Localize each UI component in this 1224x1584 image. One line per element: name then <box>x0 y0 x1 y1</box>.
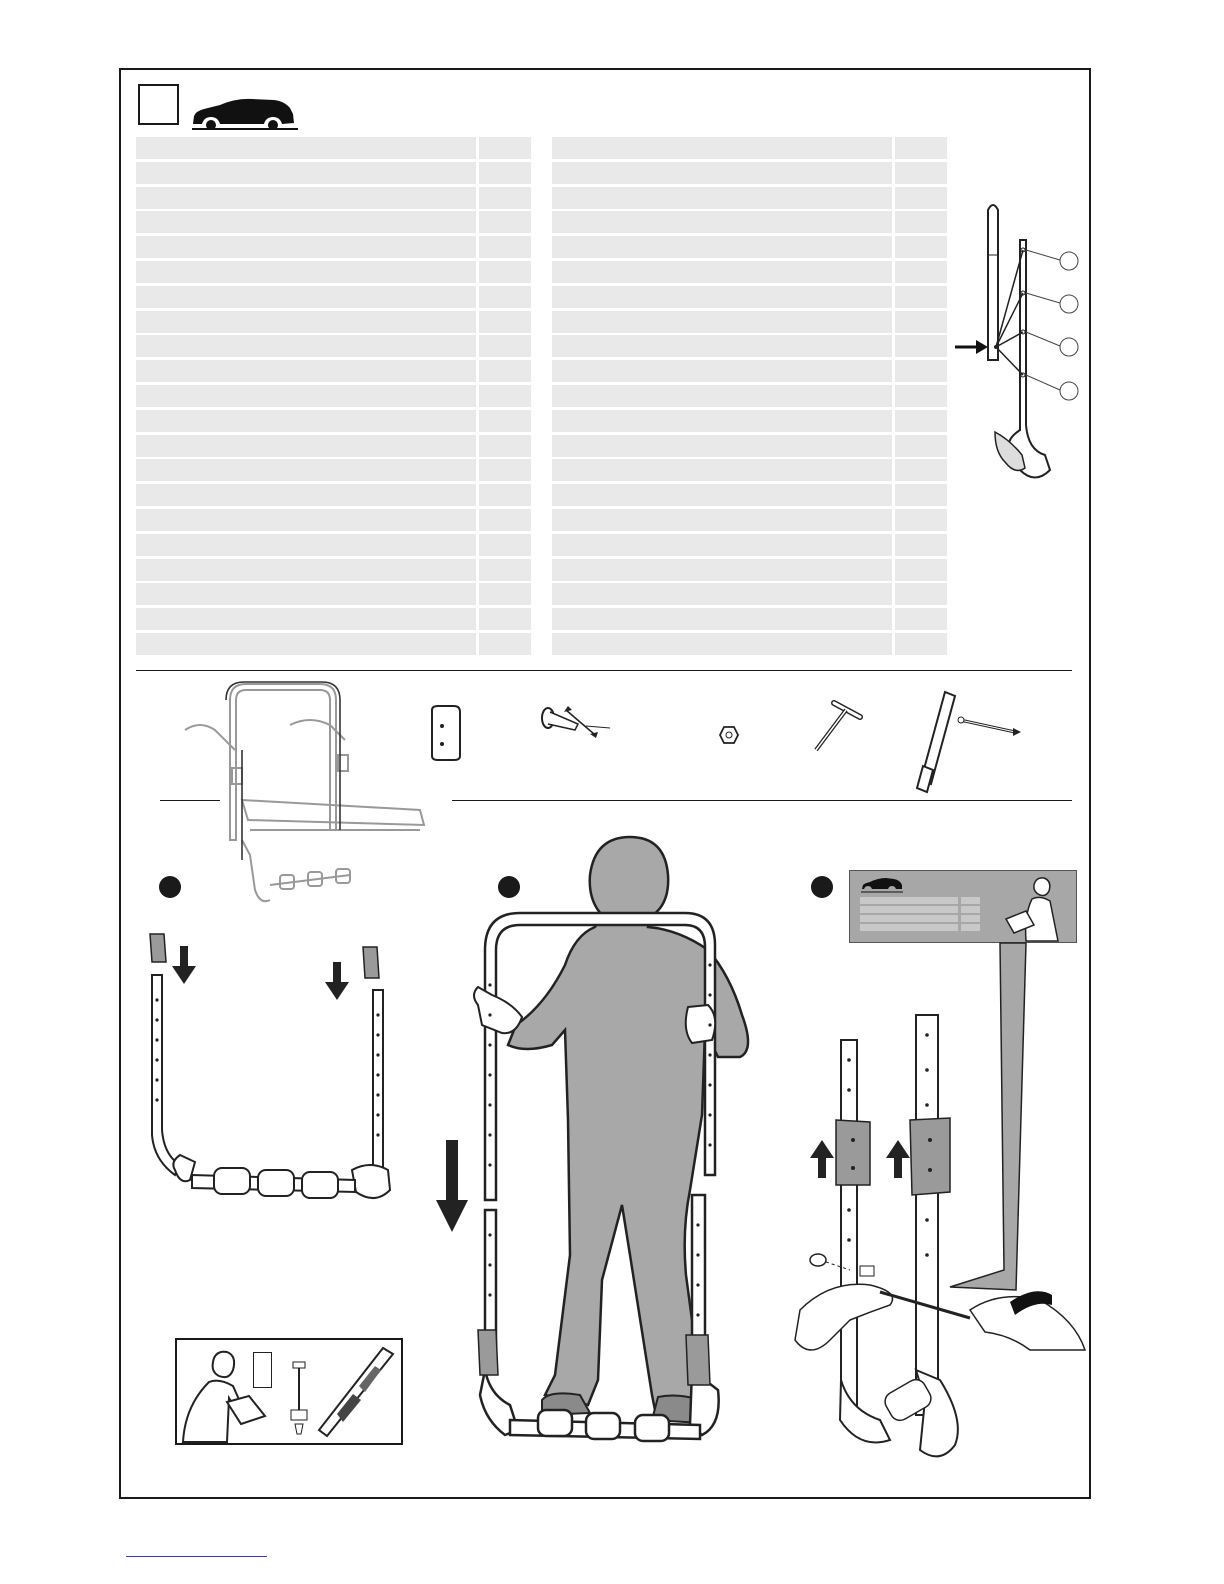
part-name-cell <box>136 335 476 357</box>
bolt-part-icon <box>538 700 614 746</box>
part-qty-cell <box>479 187 531 209</box>
part-qty-cell <box>895 385 947 407</box>
footer-link-underline[interactable] <box>126 1556 267 1557</box>
step1-frame-assembly-illustration <box>140 930 400 1230</box>
vehicle-reference-panel <box>849 870 1077 943</box>
car-silhouette-icon <box>190 96 300 132</box>
part-qty-cell <box>479 559 531 581</box>
part-name-cell <box>552 162 892 184</box>
part-name-cell <box>136 187 476 209</box>
car-mini-icon <box>860 877 904 893</box>
manual-reference-box <box>253 1352 272 1388</box>
part-name-cell <box>136 261 476 283</box>
part-name-cell <box>136 311 476 333</box>
hex-key-tool-icon <box>810 695 865 755</box>
part-name-cell <box>552 360 892 382</box>
part-qty-cell <box>479 459 531 481</box>
part-name-cell <box>552 236 892 258</box>
part-name-cell <box>552 509 892 531</box>
part-qty-cell <box>479 435 531 457</box>
part-qty-cell <box>895 311 947 333</box>
part-qty-cell <box>895 187 947 209</box>
part-qty-cell <box>895 162 947 184</box>
part-qty-cell <box>479 311 531 333</box>
part-qty-cell <box>479 261 531 283</box>
part-qty-cell <box>895 286 947 308</box>
part-name-cell <box>552 211 892 233</box>
step-badge-3 <box>811 876 833 898</box>
part-name-cell <box>136 137 476 159</box>
part-name-cell <box>136 410 476 432</box>
part-name-cell <box>136 211 476 233</box>
part-qty-cell <box>895 261 947 283</box>
part-name-cell <box>552 187 892 209</box>
part-qty-cell <box>479 608 531 630</box>
part-name-cell <box>136 509 476 531</box>
part-qty-cell <box>895 583 947 605</box>
part-qty-cell <box>895 559 947 581</box>
part-qty-cell <box>895 633 947 655</box>
part-name-cell <box>136 360 476 382</box>
part-name-cell <box>552 583 892 605</box>
part-name-cell <box>136 236 476 258</box>
part-qty-cell <box>479 137 531 159</box>
part-name-cell <box>136 459 476 481</box>
parts-underline-right <box>452 800 1072 801</box>
part-name-cell <box>552 335 892 357</box>
part-qty-cell <box>895 211 947 233</box>
part-name-cell <box>552 559 892 581</box>
part-qty-cell <box>479 286 531 308</box>
part-name-cell <box>552 633 892 655</box>
part-qty-cell <box>479 633 531 655</box>
part-qty-cell <box>479 162 531 184</box>
step-badge-1 <box>159 876 181 898</box>
part-name-cell <box>136 583 476 605</box>
mounting-hardware-icon <box>287 1360 311 1438</box>
part-name-cell <box>552 137 892 159</box>
part-qty-cell <box>479 534 531 556</box>
rack-strap-icon <box>313 1344 399 1440</box>
part-name-cell <box>136 633 476 655</box>
part-qty-cell <box>895 236 947 258</box>
part-qty-cell <box>895 410 947 432</box>
parts-table-right <box>552 137 947 657</box>
part-name-cell <box>552 385 892 407</box>
part-qty-cell <box>895 335 947 357</box>
part-qty-cell <box>479 211 531 233</box>
part-name-cell <box>552 311 892 333</box>
part-qty-cell <box>479 484 531 506</box>
rack-arm-detail-diagram <box>950 200 1080 500</box>
part-name-cell <box>136 286 476 308</box>
part-name-cell <box>552 534 892 556</box>
step-number-box <box>138 84 179 125</box>
step1-note-box <box>175 1338 403 1445</box>
socket-wrench-tool-icon <box>905 688 1030 798</box>
part-qty-cell <box>479 410 531 432</box>
part-name-cell <box>136 435 476 457</box>
part-name-cell <box>552 286 892 308</box>
part-name-cell <box>136 559 476 581</box>
part-qty-cell <box>895 534 947 556</box>
part-qty-cell <box>895 608 947 630</box>
part-qty-cell <box>479 385 531 407</box>
part-name-cell <box>552 261 892 283</box>
part-qty-cell <box>895 360 947 382</box>
part-name-cell <box>552 608 892 630</box>
part-qty-cell <box>895 459 947 481</box>
part-name-cell <box>136 162 476 184</box>
part-name-cell <box>552 410 892 432</box>
parts-table-left <box>136 137 531 657</box>
reference-table <box>860 897 980 931</box>
part-name-cell <box>552 459 892 481</box>
part-name-cell <box>136 608 476 630</box>
bracket-part-icon <box>428 706 462 762</box>
part-qty-cell <box>479 583 531 605</box>
part-qty-cell <box>895 435 947 457</box>
part-name-cell <box>136 484 476 506</box>
part-name-cell <box>136 385 476 407</box>
part-qty-cell <box>479 360 531 382</box>
part-qty-cell <box>479 509 531 531</box>
section-divider <box>136 670 1072 671</box>
part-qty-cell <box>895 509 947 531</box>
part-qty-cell <box>479 335 531 357</box>
part-qty-cell <box>895 484 947 506</box>
part-name-cell <box>136 534 476 556</box>
part-name-cell <box>552 484 892 506</box>
part-qty-cell <box>479 236 531 258</box>
part-qty-cell <box>895 137 947 159</box>
person-reading-mini-icon <box>1000 875 1070 941</box>
step2-person-holding-frame-illustration <box>430 835 760 1475</box>
step3-bolt-tightening-illustration <box>790 940 1090 1480</box>
part-name-cell <box>552 435 892 457</box>
bike-rack-assembly-illustration <box>180 680 440 910</box>
nut-part-icon <box>719 725 739 745</box>
